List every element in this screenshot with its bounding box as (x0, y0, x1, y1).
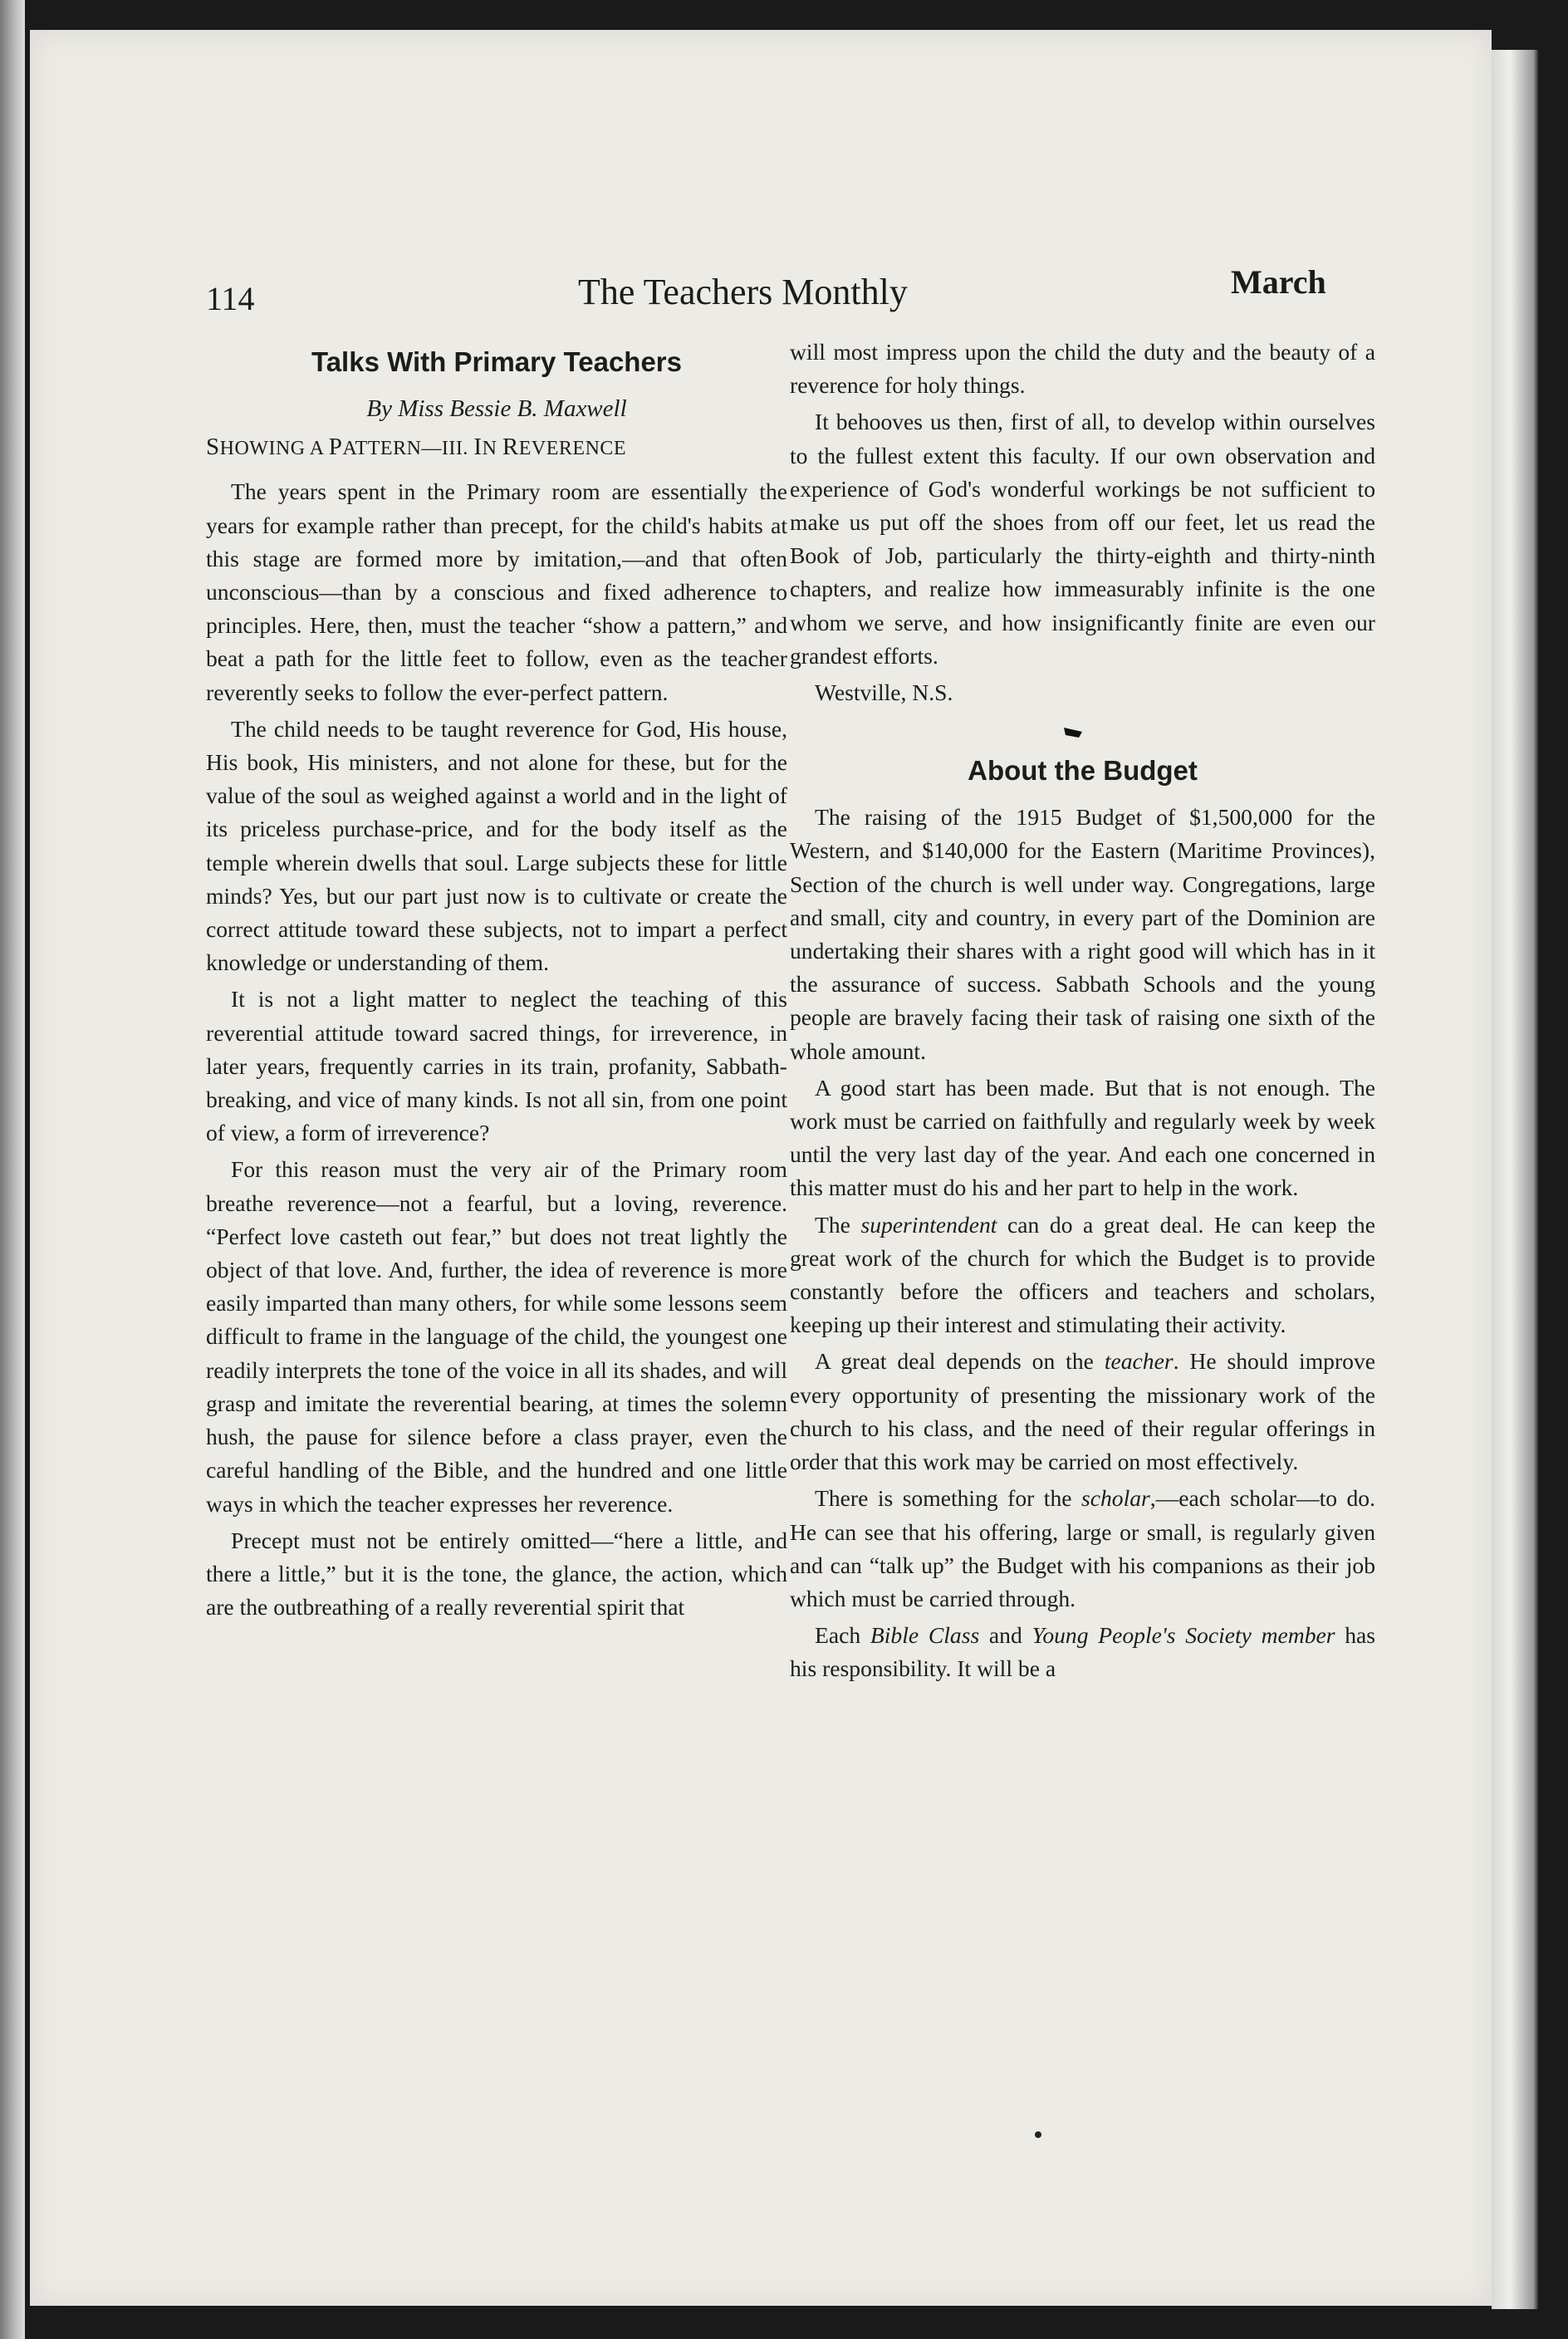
paragraph: The child needs to be taught reverence for God, His house, His book, His ministers, and not alone for these, but for the value of the soul as weighed against a world and in the light of its priceless purchase-price, and for the body itself as the temple wherein dwells that soul. Large subjects these for little minds? Yes, but our part just now is to cultivate or create the correct attitude toward these subjects, not to impart a perfect knowledge or understanding of them. (206, 715, 787, 976)
paragraph: A great deal depends on the teacher. He should improve every opportunity of presenting the missionary work of the church to his class, and the need of their regular offerings in order that this work may be carried on most effectively. (790, 1348, 1375, 1475)
paragraph: The years spent in the Primary room are essentially the years for example rather than precept, for the child's habits at this stage are formed more by imitation,—and that often unconscious—than by a conscious and fixed adherence to principles. Here, then, must the teacher “show a pattern,” and beat a path for the little feet to follow, even as the teacher reverently seeks to follow the ever-perfect pattern. (206, 478, 787, 705)
article-byline: By Miss Bessie B. Maxwell (366, 395, 627, 422)
paragraph: A good start has been made. But that is not enough. The work must be carried on faithfully and regularly week by week until the very last day of the year. And each one concerned in this matter must do his and her part to help in the work. (790, 1074, 1375, 1201)
left-column (206, 342, 787, 1627)
article-place: Westville, N.S. (815, 679, 953, 706)
paragraph: Precept must not be entirely omitted—“here a little, and there a little,” but it is the tone, the glance, the action, which are the outbreathing of a really reverential spirit that (206, 1527, 787, 1621)
ornament-icon (790, 721, 1375, 746)
paragraph: For this reason must the very air of the Primary room breathe reverence—not a fearful, but a loving, reverence. “Perfect love casteth out fear,” but does not treat lightly the object of that love. And, further, the idea of reverence is more easily imparted than many others, for while some lessons seem difficult to frame in the language of the child, the youngest one readily interprets the tone of the voice in all its shades, and will grasp and imitate the reverential bearing, at times the solemn hush, the pause for silence before a class prayer, even the careful handling of the Bible, and the hundred and one little ways in which the teacher expresses her reverence. (206, 1156, 787, 1517)
paragraph-continuation: will most impress upon the child the duty and the beauty of a reverence for holy things. (790, 339, 1375, 399)
page-spine-shadow (0, 0, 25, 2339)
article-title: About the Budget (968, 755, 1198, 787)
page-number: 114 (206, 280, 255, 317)
paragraph: It is not a light matter to neglect the teaching of this reverential attitude toward sacred things, for irreverence, in later years, frequently carries in its train, profanity, Sabbath-breaking, and vice of many kinds. Is not all sin, from one point of view, a form of irreverence? (206, 986, 787, 1146)
page-mark (1035, 2131, 1041, 2138)
paragraph: The superintendent can do a great deal. He can keep the great work of the church for which the Budget is to provide constantly before the officers and teachers and scholars, keeping up their interest and stimulating their activity. (790, 1211, 1375, 1338)
right-column (790, 336, 1375, 1689)
paragraph: The raising of the 1915 Budget of $1,500,000 for the Western, and $140,000 for the Eastern (Maritime Provinces), Section of the church is well under way. Congregations, large and small, city and country, in every part of the Dominion are undertaking their shares with a right good will which has in it the assurance of success. Sabbath Schools and the young people are bravely facing their task of raising one sixth of the whole amount. (790, 804, 1375, 1064)
article-title: Talks With Primary Teachers (311, 346, 682, 377)
paragraph: There is something for the scholar,—each scholar—to do. He can see that his offering, large or small, is regularly given and can “talk up” the Budget with his companions as their job which must be carried through. (790, 1485, 1376, 1611)
section-heading: SHOWING A PATTERN—III. IN REVERENCE (206, 434, 627, 461)
running-header (30, 262, 1492, 329)
paragraph: Each Bible Class and Young People's Society member has his responsibility. It will be a (790, 1622, 1376, 1682)
paragraph: It behooves us then, first of all, to develop within ourselves to the fullest extent this faculty. If our own observation and experience of God's wonderful workings be not sufficient to make us put off the shoes from off our feet, let us read the Book of Job, particularly the thirty-eighth and thirty-ninth chapters, and realize how immeasurably infinite is the one whom we serve, and how insignificantly finite are even our grandest efforts. (790, 409, 1375, 669)
issue-month: March (1231, 263, 1326, 301)
journal-title: The Teachers Monthly (578, 272, 908, 312)
book-page (30, 30, 1492, 2306)
page-right-edge (1492, 50, 1538, 2309)
